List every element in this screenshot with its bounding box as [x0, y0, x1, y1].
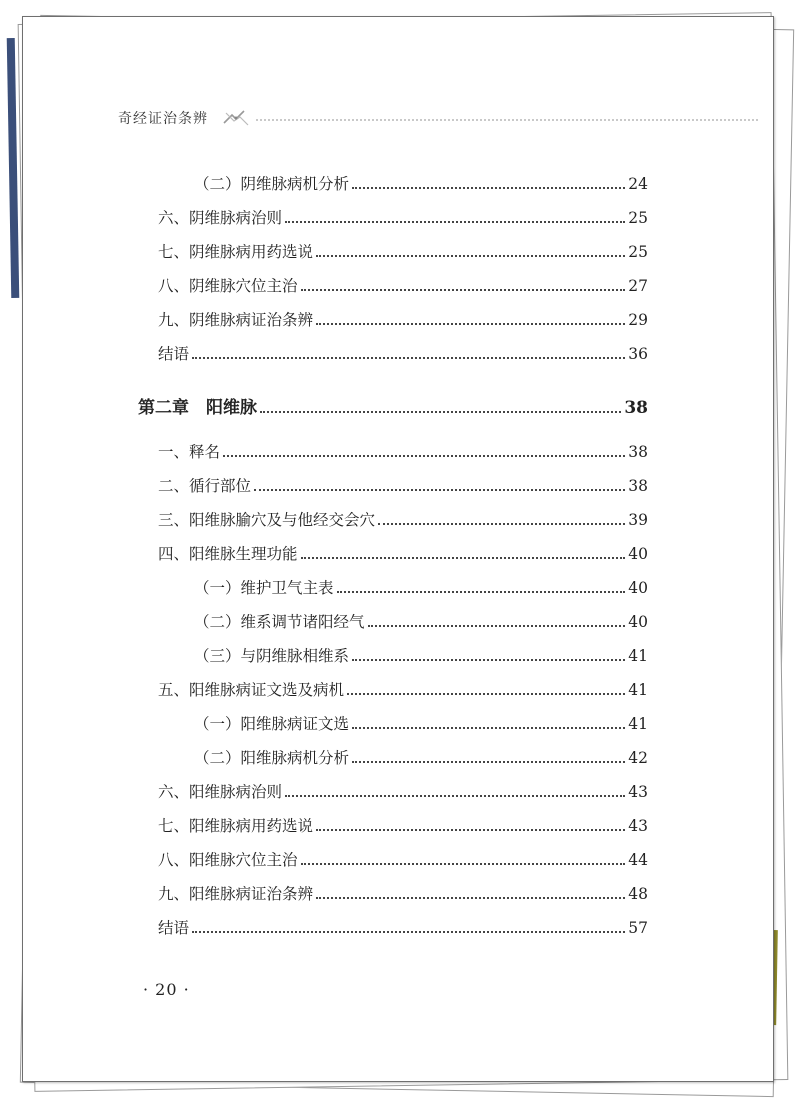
- toc-entry: [158, 814, 648, 838]
- toc-entry: [158, 274, 648, 298]
- dot-leader: [285, 220, 625, 223]
- toc-entry-page: 48: [628, 885, 648, 903]
- toc-entry: [194, 746, 648, 770]
- toc-chapter-entry: [138, 393, 648, 417]
- toc-entry: [194, 712, 648, 736]
- dot-leader: [254, 488, 625, 491]
- dot-leader: [337, 590, 626, 593]
- dot-leader: [316, 254, 625, 257]
- running-header: [118, 108, 758, 132]
- toc-entry-page: 40: [628, 613, 648, 631]
- dot-leader: [192, 356, 625, 359]
- toc-entry-page: 41: [628, 715, 648, 733]
- book-edge-blue: [7, 38, 20, 298]
- dot-leader: [260, 410, 621, 413]
- toc-entry-label: 一、释名: [158, 443, 221, 461]
- dot-leader: [223, 454, 625, 457]
- brush-ornament-icon: [222, 109, 250, 127]
- toc-entry: [158, 206, 648, 230]
- toc-entry: [158, 848, 648, 872]
- toc-entry: [194, 576, 648, 600]
- toc-entry-page: 40: [628, 579, 648, 597]
- toc-entry-page: 25: [628, 243, 648, 261]
- toc-entry-label: 五、阳维脉病证文选及病机: [158, 681, 345, 699]
- toc-entry-label: （二）阴维脉病机分析: [194, 175, 350, 193]
- toc-entry-page: 25: [628, 209, 648, 227]
- toc-entry: [158, 508, 648, 532]
- toc-entry-page: 24: [628, 175, 648, 193]
- toc-entry-label: 结语: [158, 919, 190, 937]
- toc-entry-label: （二）阳维脉病机分析: [194, 749, 350, 767]
- toc-entry: [194, 610, 648, 634]
- toc-entry-label: 六、阳维脉病治则: [158, 783, 283, 801]
- dot-leader: [368, 624, 626, 627]
- dot-leader: [316, 896, 625, 899]
- dot-leader: [301, 862, 626, 865]
- toc-entry: [158, 780, 648, 804]
- dot-leader: [378, 522, 625, 525]
- toc-entry-label: 四、阳维脉生理功能: [158, 545, 298, 563]
- toc-entry: [194, 644, 648, 668]
- header-rule: [256, 119, 758, 121]
- dot-leader: [285, 794, 625, 797]
- toc-entry-page: 44: [628, 851, 648, 869]
- toc-entry-label: （二）维系调节诸阳经气: [194, 613, 365, 631]
- toc-entry: [158, 474, 648, 498]
- toc-entry-label: （一）阳维脉病证文选: [194, 715, 350, 733]
- toc-entry: [158, 542, 648, 566]
- toc-entry-label: 第二章 阳维脉: [138, 398, 257, 418]
- toc-entry-label: （三）与阴维脉相维系: [194, 647, 350, 665]
- toc-entry-label: 七、阴维脉病用药选说: [158, 243, 314, 261]
- toc-entry-page: 40: [628, 545, 648, 563]
- dot-leader: [192, 930, 625, 933]
- toc-entry-label: 结语: [158, 345, 190, 363]
- toc-entry: [158, 882, 648, 906]
- toc-entry-page: 38: [624, 398, 648, 418]
- toc-entry-label: 二、循行部位: [158, 477, 252, 495]
- dot-leader: [347, 692, 625, 695]
- toc-entry-label: 六、阴维脉病治则: [158, 209, 283, 227]
- toc-entry-label: 九、阳维脉病证治条辨: [158, 885, 314, 903]
- toc-entry-page: 41: [628, 647, 648, 665]
- toc-entry-page: 41: [628, 681, 648, 699]
- dot-leader: [316, 322, 625, 325]
- toc-entry-page: 42: [628, 749, 648, 767]
- toc-entry-page: 57: [628, 919, 648, 937]
- toc-entry: [158, 240, 648, 264]
- toc-entry-label: 八、阳维脉穴位主治: [158, 851, 298, 869]
- toc-entry-page: 38: [628, 443, 648, 461]
- toc-entry-page: 36: [628, 345, 648, 363]
- header-title: 奇经证治条辨: [118, 111, 208, 127]
- dot-leader: [352, 658, 625, 661]
- dot-leader: [301, 288, 626, 291]
- toc-entry-label: 七、阳维脉病用药选说: [158, 817, 314, 835]
- toc-entry: [158, 916, 648, 940]
- toc-entry-page: 43: [628, 783, 648, 801]
- toc-entry-label: 九、阴维脉病证治条辨: [158, 311, 314, 329]
- dot-leader: [316, 828, 625, 831]
- dot-leader: [352, 726, 625, 729]
- toc-entry-label: 三、阳维脉腧穴及与他经交会穴: [158, 511, 376, 529]
- toc-entry-page: 38: [628, 477, 648, 495]
- toc-entry: [194, 172, 648, 196]
- toc-entry-label: 八、阴维脉穴位主治: [158, 277, 298, 295]
- toc-entry-page: 29: [628, 311, 648, 329]
- toc-entry-page: 43: [628, 817, 648, 835]
- dot-leader: [352, 760, 625, 763]
- dot-leader: [301, 556, 626, 559]
- toc-entry-label: （一）维护卫气主表: [194, 579, 334, 597]
- toc-entry-page: 39: [628, 511, 648, 529]
- toc-entry: [158, 308, 648, 332]
- toc-entry: [158, 342, 648, 366]
- page-number: · 20 ·: [143, 980, 190, 999]
- toc-entry-page: 27: [628, 277, 648, 295]
- toc-entry: [158, 440, 648, 464]
- dot-leader: [352, 186, 625, 189]
- toc-entry: [158, 678, 648, 702]
